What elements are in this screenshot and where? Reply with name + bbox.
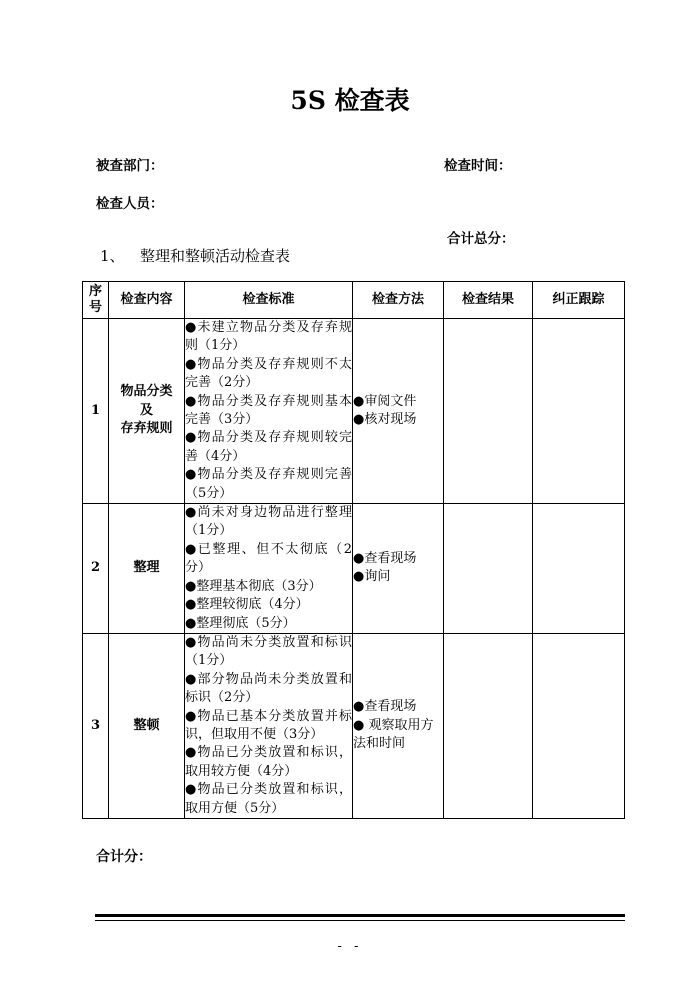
table-row [83,319,625,504]
table-row [83,633,625,818]
corrective-tracking-cell[interactable] [533,319,625,504]
footer-rule-thin [95,920,625,921]
criteria-item: ●整理较彻底（4分） [185,597,309,613]
method-item: ●核对现场 [353,412,417,428]
criteria-item: ●部分物品尚未分类放置和标识（2分） [185,671,352,706]
table-row [83,504,625,634]
department-label: 被查部门： [96,158,164,174]
table-header-row [83,282,625,319]
column-header-content: 检查内容 [109,282,185,319]
document-title: 5S 检查表 [290,86,410,115]
check-method [353,504,444,634]
total-score-label: 合计分： [96,849,152,865]
method-item: ●询问 [353,569,391,585]
check-content: 整理 [109,504,185,634]
method-item: ●审阅文件 [353,393,417,409]
check-criteria [185,504,353,634]
criteria-item: ●已整理、但不太彻底（2分） [185,541,352,576]
check-result-cell[interactable] [444,633,533,818]
criteria-item: ●物品分类及存弃规则基本完善（3分） [185,393,352,428]
grand-total-label: 合计总分： [447,231,515,247]
check-method [353,633,444,818]
section-heading [100,246,290,266]
column-header-number [83,282,109,319]
criteria-item: ●物品已基本分类放置并标识，但取用不便（3分） [185,708,352,742]
section-title: 整理和整顿活动检查表 [140,247,291,265]
column-header-number-text: 序 号 [88,284,102,315]
criteria-item: ●整理基本彻底（3分） [185,578,322,594]
inspection-table [82,281,625,819]
criteria-item: ●尚未对身边物品进行整理（1分） [185,505,352,539]
check-method [353,319,444,504]
footer-rule-thick [95,914,625,917]
row-number: 2 [83,504,109,634]
criteria-item: ●物品尚未分类放置和标识（1分） [185,634,352,669]
criteria-item: ●物品已分类放置和标识，取用方便（5分） [185,782,352,816]
column-header-tracking: 纠正跟踪 [533,282,625,319]
criteria-item: ●未建立物品分类及存弃规则（1分） [185,320,352,354]
criteria-item: ●物品已分类放置和标识，取用较方便（4分） [185,745,352,779]
column-header-method: 检查方法 [353,282,444,319]
inspection-time-label: 检查时间： [444,158,512,174]
method-item: ● 观察取用方法和时间 [353,717,434,752]
method-item: ●查看现场 [353,699,417,715]
corrective-tracking-cell[interactable] [533,633,625,818]
check-criteria [185,633,353,818]
criteria-item: ●物品分类及存弃规则较完善（4分） [185,430,352,464]
check-result-cell[interactable] [444,504,533,634]
row-number: 3 [83,633,109,818]
inspector-label: 检查人员： [96,196,164,212]
check-content: 整顿 [109,633,185,818]
column-header-criteria: 检查标准 [185,282,353,319]
check-result-cell[interactable] [444,319,533,504]
check-criteria [185,319,353,504]
check-content-text: 物品分类 及 存弃规则 [120,384,173,437]
check-content [109,319,185,504]
criteria-item: ●物品分类及存弃规则不太完善（2分） [185,356,352,391]
criteria-item: ●物品分类及存弃规则完善（5分） [185,467,352,501]
section-number: 1、 [100,247,125,265]
row-number: 1 [83,319,109,504]
corrective-tracking-cell[interactable] [533,504,625,634]
column-header-result: 检查结果 [444,282,533,319]
method-item: ●查看现场 [353,551,417,567]
criteria-item: ●整理彻底（5分） [185,615,296,631]
page-number: - - [337,939,363,954]
